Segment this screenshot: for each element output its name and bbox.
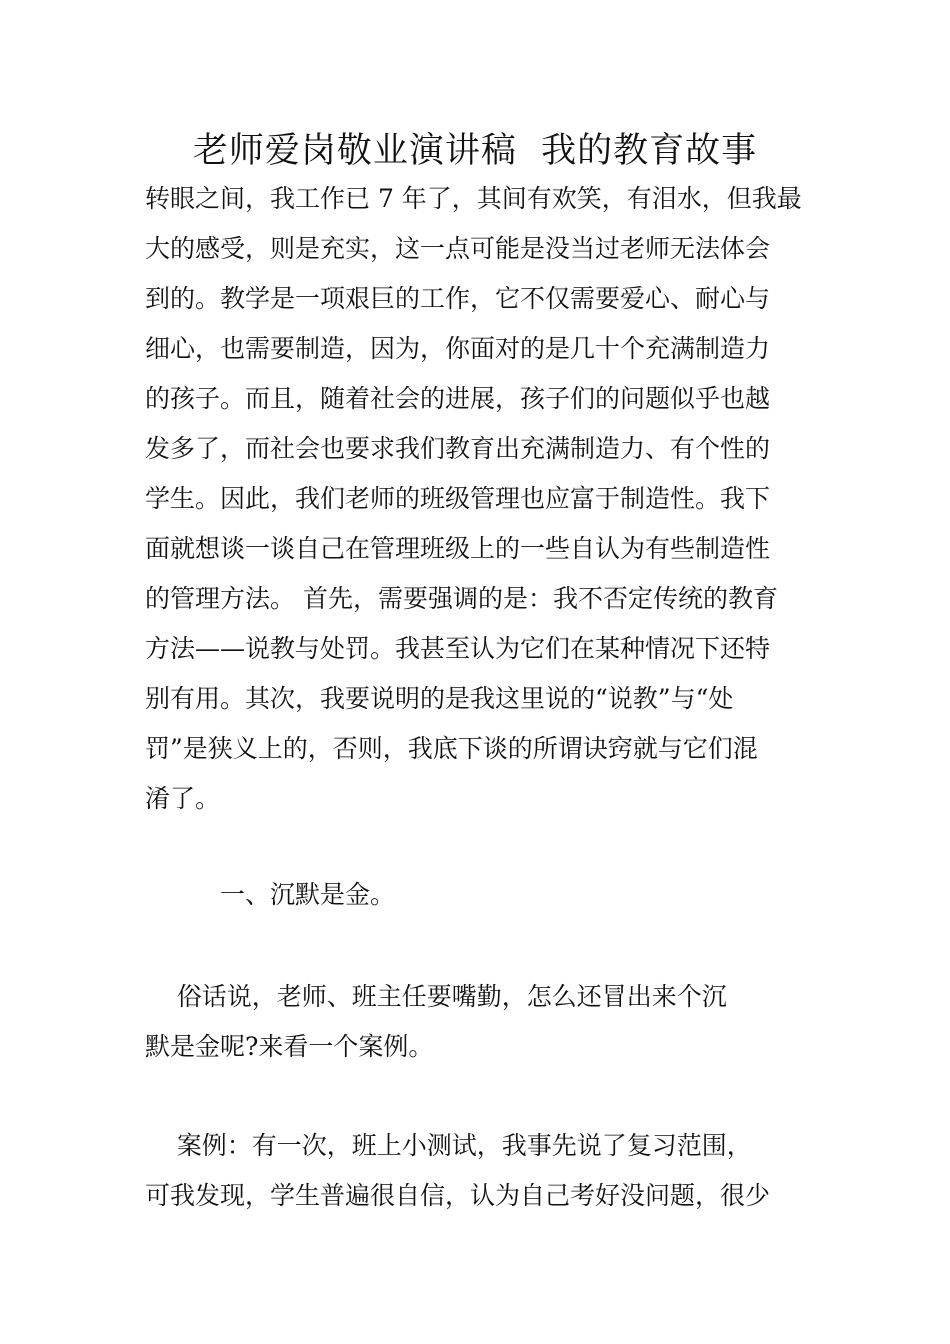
text-line: 面就想谈一谈自己在管理班级上的一些自认为有些制造性: [145, 534, 771, 563]
paragraph-intro: [145, 174, 825, 824]
text-line: 学生。因此，我们老师的班级管理也应富于制造性。我下: [145, 484, 771, 513]
text-line: 大的感受，则是充实，这一点可能是没当过老师无法体会: [145, 234, 771, 263]
text-line: 案例：有一次，班上小测试，我事先说了复习范围，: [145, 1131, 752, 1160]
text-line: 方法——说教与处罚。我甚至认为它们在某种情况下还特: [145, 634, 771, 663]
text-line: 罚”是狭义上的，否则，我底下谈的所谓诀窍就与它们混: [145, 734, 758, 763]
text-line: 淆了。: [145, 784, 221, 813]
section-heading: [220, 870, 900, 920]
text-line: 俗话说，老师、班主任要嘴勤，怎么还冒出来个沉: [145, 982, 727, 1011]
text-line: 默是金呢?来看一个案例。: [145, 1032, 434, 1061]
text-line: 可我发现，学生普遍很自信，认为自己考好没问题，很少: [145, 1181, 771, 1210]
text-line: 到的。教学是一项艰巨的工作，它不仅需要爱心、耐心与: [145, 284, 771, 313]
text-line: 转眼之间，我工作已 7 年了，其间有欢笑，有泪水，但我最: [145, 184, 802, 213]
text-line: 的孩子。而且，随着社会的进展，孩子们的问题似乎也越: [145, 384, 771, 413]
paragraph-case: [145, 1121, 825, 1221]
text-line: 的管理方法。 首先，需要强调的是：我不否定传统的教育: [145, 584, 778, 613]
document-title: 老师爱岗敬业演讲稿 我的教育故事: [192, 131, 758, 171]
paragraph-proverb: [145, 972, 825, 1072]
text-line: 细心，也需要制造，因为，你面对的是几十个充满制造力: [145, 334, 771, 363]
text-line: 别有用。其次，我要说明的是我这里说的“说教”与“处: [145, 684, 734, 713]
text-line: 一、沉默是金。: [220, 880, 396, 909]
text-line: 发多了，而社会也要求我们教育出充满制造力、有个性的: [145, 434, 771, 463]
